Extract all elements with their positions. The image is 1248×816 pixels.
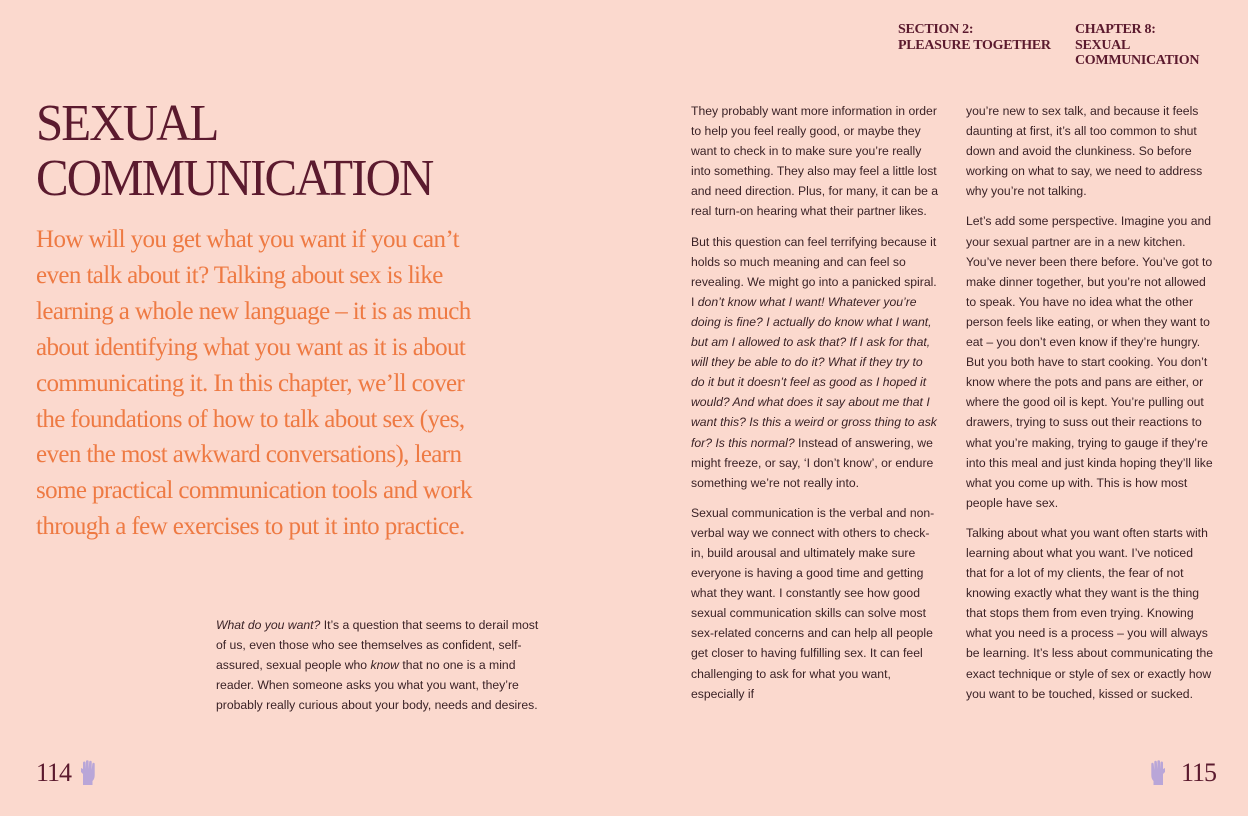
chapter-title-line-1: SEXUAL (36, 95, 218, 152)
chapter-lede: How will you get what you want if you can’t even talk about it? Talking about sex is like learning a whole new language – it is as much about identifying what you want as it is about communicating it. In this chapter, we’ll cover the foundations of how to talk about sex (yes, even the most awkward conversations), learn some practical communication tools and work through a few exercises to put it into practice. (36, 226, 472, 541)
paragraph-2: Let’s add some perspective. Imagine you and your sexual partner are in a new kitchen. You’ve never been there before. You’ve got to make dinner together, but you’re not allowed to speak. You have no idea what the other person feels like eating, or when they want to eat – you don’t even know if they’re hungry. But you both have to start cooking. You don’t know where the pots and pans are either, or where the good oil is kept. You’re pulling out drawers, trying to suss out their reactions to what you’re making, trying to gauge if they’re into this meal and just kinda hoping they’ll like what you come up with. This is how most people have sex. (966, 214, 1213, 510)
paragraph-1: you’re new to sex talk, and because it feels daunting at first, it’s all too common to shut down and avoid the clunkiness. So before working on what to say, we need to address why you’re not talking. (966, 104, 1203, 199)
right-page-column-2 (966, 101, 1214, 714)
running-head-chapter (1075, 22, 1199, 69)
body-text: But this question can feel terrifying because it holds so much meaning and can feel so revealing. We might go into a panicked spiral. I (691, 234, 937, 309)
body-text: Instead of answering, we might freeze, or say, ‘I don’t know’, or endure something we’re not really into. (691, 435, 934, 490)
paragraph-1: They probably want more information in order to help you feel really good, or maybe they want to check in to make sure you’re really into something. They also may feel a little lost and need direction. Plus, for many, it can be a real turn-on hearing what their partner likes. (691, 104, 939, 219)
chapter-title-line-1: SEXUAL (1075, 37, 1130, 53)
body-text: that no one is a mind reader. When someone asks you what you want, they’re probably really curious about your body, needs and desires. (216, 658, 538, 713)
folio-right: 115 (1181, 758, 1217, 787)
chapter-title (36, 96, 432, 206)
paragraph-3: Sexual communication is the verbal and non-verbal way we connect with others to check-in, build arousal and ultimately make sure everyone is having a good time and getting what they want. I constantly see how good sexual communication skills can solve most sex-related concerns and can help all people get closer to having fulfilling sex. It can feel challenging to ask for what you want, especially if (691, 505, 935, 701)
body-text: It’s a question that seems to derail most of us, even those who see themselves as confident, self-assured, sexual people who (216, 618, 539, 673)
italic-inner-monologue: don’t know what I want! Whatever you’re doing is fine? I actually do know what I want, but am I allowed to ask that? If I ask for that, will they be able to do it? What if they try to do it but it doesn’t feel as good as I hoped it would? And what does it say about me that I want this? Is this a weird or gross thing to ask for? Is this normal? (691, 294, 937, 450)
paragraph-3: Talking about what you want often starts with learning about what you want. I’ve noticed that for a lot of my clients, the fear of not knowing exactly what they want is the thing that stops them from even trying. Knowing what you need is a process – you will always be learning. It’s less about communicating the exact technique or style of sex or exactly how you want to be touched, kissed or sucked. (966, 525, 1214, 701)
hand-icon (79, 760, 97, 786)
right-page-column-1 (691, 101, 939, 714)
chapter-title-line-2: COMMUNICATION (36, 150, 433, 207)
section-title: PLEASURE TOGETHER (898, 37, 1051, 53)
paragraph-2 (691, 232, 939, 493)
italic-emphasis: know (370, 658, 399, 673)
left-body-column (216, 615, 546, 725)
italic-question: What do you want? (216, 618, 321, 632)
chapter-title-line-2: COMMUNICATION (1075, 53, 1200, 68)
running-head-section (898, 22, 1051, 53)
folio-left: 114 (36, 758, 72, 787)
left-body-paragraph (216, 615, 546, 715)
section-number: SECTION 2: (898, 22, 974, 37)
hand-icon (1149, 760, 1167, 786)
chapter-number: CHAPTER 8: (1075, 22, 1156, 37)
